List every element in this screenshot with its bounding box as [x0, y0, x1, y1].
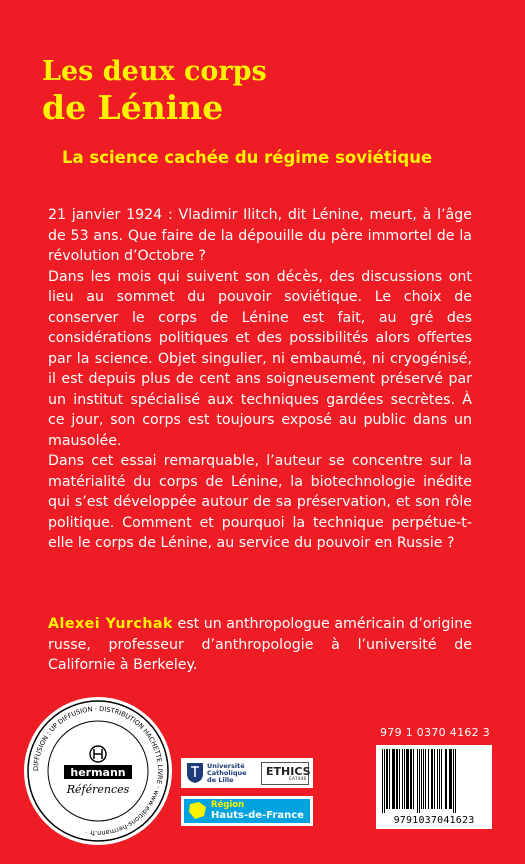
barcode-bar — [431, 749, 433, 809]
ethics-label: ETHICS — [266, 765, 311, 778]
barcode-bar — [382, 749, 383, 813]
barcode-bar — [399, 749, 400, 809]
blurb-paragraph: 21 janvier 1924 : Vladimir Ilitch, dit Lénine, meurt, à l’âge de 53 ans. Que faire de la dépouille du père immortel de la révolution d’Octobre ? — [48, 207, 472, 264]
seal-publisher: hermann — [70, 766, 126, 779]
barcode-bar — [389, 749, 390, 809]
university-shield-icon — [186, 762, 204, 784]
barcode-bar — [408, 749, 409, 809]
barcode-bar — [437, 749, 438, 809]
barcode-bar — [421, 749, 422, 809]
barcode-bar — [425, 749, 426, 809]
title-line-2: de Lénine — [42, 88, 224, 127]
barcode-bar — [410, 749, 412, 809]
university-ethics-logos — [181, 758, 313, 788]
barcode-number: 9791037041623 — [393, 815, 475, 826]
barcode-bar — [453, 749, 454, 813]
university-name: Université Catholique de Lille — [207, 762, 247, 784]
barcode-bar — [404, 749, 405, 809]
author-bio — [48, 614, 472, 676]
seal-ring-text: DIFFUSION : UP DIFFUSION · DISTRIBUTION HACHETTE LIVRE · www.editions-hermann.fr · — [31, 704, 165, 838]
barcode-bar — [439, 749, 440, 809]
author-name: Alexei Yurchak — [48, 616, 173, 632]
barcode-bar — [419, 749, 420, 813]
blurb-paragraph: Dans cet essai remarquable, l’auteur se concentre sur la matérialité du corps de Lénine, la biotechnologie inédite qui s’est développée autour de sa préservation, et son rôle politique. Comment et pourquoi la technique perpétue-t-elle le corps de Lénine, au service du pouvoir en Russie ? — [48, 453, 472, 551]
barcode-bar — [445, 749, 447, 809]
seal-graphic — [24, 697, 172, 845]
barcode-bars — [376, 745, 492, 815]
barcode-bar — [423, 749, 424, 809]
region-map-icon — [187, 801, 209, 821]
barcode-bar — [434, 749, 435, 809]
barcode-bar — [386, 749, 388, 809]
barcode-bar — [413, 749, 414, 809]
ethics-code: EA7446 — [289, 777, 307, 782]
barcode-bar — [428, 749, 429, 809]
author-description: est un anthropologue américain d’origine russe, professeur d’anthropologie à l’université de Californie à Berkeley. — [48, 616, 472, 673]
blurb — [48, 205, 472, 554]
barcode-bar — [406, 749, 408, 809]
barcode-bar — [396, 749, 398, 809]
barcode-bar — [394, 749, 395, 809]
barcode-bar — [451, 749, 452, 809]
book-subtitle: La science cachée du régime soviétique — [62, 148, 433, 167]
region-label: Région — [211, 800, 245, 810]
seal-collection: Références — [66, 783, 130, 796]
barcode-bar — [402, 749, 403, 809]
blurb-paragraph: Dans les mois qui suivent son décès, des discussions ont lieu au sommet du pouvoir soviétique. Le choix de conserver le corps de Lénine est fait, au gré des considérations politiques et des possibilités alors offertes par la science. Objet singulier, ni embaumé, ni cryogénisé, il est depuis plus de cent ans soigneusement préservé par un institut spécialisé aux techniques gardées secrètes. À ce jour, son corps est toujours exposé au public dans un mausolée. — [48, 268, 472, 449]
barcode-bar — [455, 749, 456, 813]
publisher-seal — [24, 697, 172, 845]
barcode-bar — [384, 749, 385, 813]
book-title — [42, 54, 267, 126]
barcode-bar — [392, 749, 394, 809]
barcode-bar — [441, 749, 442, 809]
isbn-text: 979 1 0370 4162 3 — [380, 726, 491, 739]
barcode-bar — [417, 749, 418, 813]
region-name: Hauts-de-France — [211, 810, 304, 821]
ethics-logo — [261, 762, 309, 785]
barcode-bar — [449, 749, 451, 809]
title-line-1: Les deux corps — [42, 56, 267, 87]
region-logo — [181, 796, 313, 826]
barcode — [376, 745, 492, 829]
